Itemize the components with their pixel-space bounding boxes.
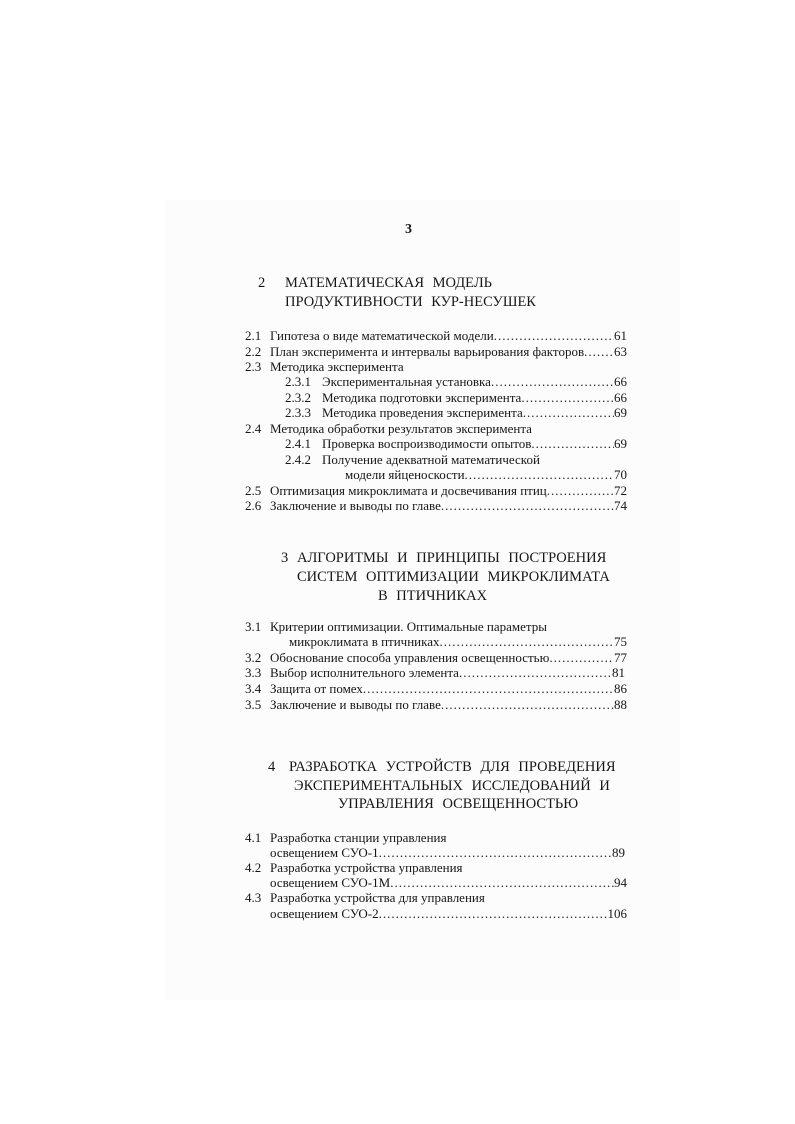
toc-entry xyxy=(245,328,627,344)
chapter-number: 3 xyxy=(281,550,289,566)
dot-leader xyxy=(584,344,614,360)
page-ref: 106 xyxy=(607,906,627,921)
section-number: 2.3 xyxy=(245,359,262,374)
toc-entry xyxy=(245,344,627,360)
section-title-continuation: освещением СУО-2 xyxy=(270,906,379,921)
section-number: 3.3 xyxy=(245,665,262,680)
section-number: 2.6 xyxy=(245,498,262,513)
page-ref: 66 xyxy=(614,374,627,389)
section-number: 4.2 xyxy=(245,860,262,875)
dot-leader xyxy=(494,328,614,344)
subsection-number: 2.4.2 xyxy=(285,452,311,467)
dot-leader xyxy=(521,390,614,406)
section-number: 4.3 xyxy=(245,890,262,905)
toc-entry xyxy=(245,890,485,906)
dot-leader xyxy=(390,875,614,891)
page-ref: 81 xyxy=(612,665,625,680)
toc-subentry-continuation xyxy=(345,467,627,483)
section-title: Заключение и выводы по главе xyxy=(270,697,441,712)
section-title: Критерии оптимизации. Оптимальные параметры xyxy=(270,619,547,634)
section-title: Методика обработки результатов эксперимента xyxy=(270,421,532,436)
toc-entry xyxy=(245,483,627,499)
toc-entry xyxy=(245,697,627,713)
toc-entry-continuation xyxy=(289,634,627,650)
chapter-heading-line: ЭКСПЕРИМЕНТАЛЬНЫХ ИССЛЕДОВАНИЙ И xyxy=(294,778,610,794)
section-title: План эксперимента и интервалы варьирования факторов xyxy=(270,344,585,359)
dot-leader xyxy=(440,634,614,650)
section-number: 2.4 xyxy=(245,421,262,436)
toc-subentry xyxy=(285,390,627,406)
dot-leader xyxy=(379,845,612,861)
section-number: 3.2 xyxy=(245,650,262,665)
page-ref: 86 xyxy=(614,681,627,696)
dot-leader xyxy=(379,906,608,922)
section-title: Разработка станции управления xyxy=(270,830,447,845)
section-title: Методика эксперимента xyxy=(270,359,404,374)
toc-entry xyxy=(245,498,627,514)
chapter-heading-line: РАЗРАБОТКА УСТРОЙСТВ ДЛЯ ПРОВЕДЕНИЯ xyxy=(289,759,616,775)
toc-entry xyxy=(245,681,627,697)
chapter-number: 2 xyxy=(258,275,266,291)
chapter-number: 4 xyxy=(268,759,276,775)
chapter-heading-line: СИСТЕМ ОПТИМИЗАЦИИ МИКРОКЛИМАТА xyxy=(297,569,610,585)
section-number: 4.1 xyxy=(245,830,262,845)
dot-leader xyxy=(491,374,614,390)
page-ref: 69 xyxy=(614,405,627,420)
toc-subentry xyxy=(285,374,627,390)
subsection-title: Экспериментальная установка xyxy=(322,374,491,389)
section-title: Заключение и выводы по главе xyxy=(270,498,441,513)
chapter-heading-line: УПРАВЛЕНИЯ ОСВЕЩЕННОСТЬЮ xyxy=(338,796,579,812)
section-number: 2.2 xyxy=(245,344,262,359)
toc-subentry xyxy=(285,436,627,452)
subsection-title-continuation: модели яйценоскости xyxy=(345,467,465,482)
section-title: Выбор исполнительного элемента xyxy=(270,665,459,680)
dot-leader xyxy=(441,697,614,713)
page-ref: 72 xyxy=(614,483,627,498)
subsection-number: 2.3.2 xyxy=(285,390,311,405)
chapter-heading-line: ПРОДУКТИВНОСТИ КУР-НЕСУШЕК xyxy=(285,294,536,310)
section-title: Гипотеза о виде математической модели xyxy=(270,328,494,343)
section-title: Оптимизация микроклимата и досвечивания птиц xyxy=(270,483,547,498)
toc-entry xyxy=(245,359,404,375)
toc-entry xyxy=(245,860,463,876)
page-number: 3 xyxy=(405,222,412,237)
toc-entry xyxy=(245,421,532,437)
chapter-heading-line: МАТЕМАТИЧЕСКАЯ МОДЕЛЬ xyxy=(285,275,492,291)
dot-leader xyxy=(363,681,614,697)
page-ref: 74 xyxy=(614,498,627,513)
page-ref: 70 xyxy=(614,467,627,482)
dot-leader xyxy=(523,405,614,421)
section-number: 2.5 xyxy=(245,483,262,498)
page-ref: 77 xyxy=(614,650,627,665)
toc-entry xyxy=(245,830,446,846)
section-number: 3.4 xyxy=(245,681,262,696)
dot-leader xyxy=(547,483,614,499)
toc-entry xyxy=(245,619,547,635)
page-ref: 94 xyxy=(614,875,627,890)
page-ref: 88 xyxy=(614,697,627,712)
section-title: Обоснование способа управления освещенностью xyxy=(270,650,550,665)
dot-leader xyxy=(549,650,614,666)
dot-leader xyxy=(465,467,614,483)
subsection-title: Методика подготовки эксперимента xyxy=(322,390,522,405)
page-ref: 63 xyxy=(614,344,627,359)
section-number: 3.1 xyxy=(245,619,262,634)
section-title: Разработка устройства управления xyxy=(270,860,463,875)
subsection-number: 2.3.1 xyxy=(285,374,311,389)
subsection-number: 2.3.3 xyxy=(285,405,311,420)
toc-entry xyxy=(245,650,627,666)
section-number: 2.1 xyxy=(245,328,262,343)
section-title-continuation: освещением СУО-1 xyxy=(270,845,379,860)
chapter-heading-line: В ПТИЧНИКАХ xyxy=(378,588,488,604)
toc-subentry xyxy=(285,405,627,421)
subsection-title: Методика проведения эксперимента xyxy=(322,405,523,420)
page-ref: 75 xyxy=(614,634,627,649)
page-ref: 61 xyxy=(614,328,627,343)
subsection-title: Получение адекватной математической xyxy=(322,452,540,467)
toc-entry-continuation xyxy=(270,845,625,861)
toc-entry-continuation xyxy=(270,875,627,891)
section-title: Разработка устройства для управления xyxy=(270,890,485,905)
chapter-heading-line: АЛГОРИТМЫ И ПРИНЦИПЫ ПОСТРОЕНИЯ xyxy=(297,550,607,566)
toc-entry xyxy=(245,665,625,681)
section-title: Защита от помех xyxy=(270,681,363,696)
subsection-title: Проверка воспроизводимости опытов xyxy=(322,436,532,451)
section-title-continuation: освещением СУО-1М xyxy=(270,875,391,890)
section-title-continuation: микроклимата в птичниках xyxy=(289,634,440,649)
toc-subentry xyxy=(285,452,540,468)
dot-leader xyxy=(441,498,614,514)
subsection-number: 2.4.1 xyxy=(285,436,311,451)
dot-leader xyxy=(459,665,612,681)
page-ref: 69 xyxy=(614,436,627,451)
page-ref: 89 xyxy=(612,845,625,860)
toc-entry-continuation xyxy=(270,906,627,922)
dot-leader xyxy=(531,436,614,452)
section-number: 3.5 xyxy=(245,697,262,712)
page-ref: 66 xyxy=(614,390,627,405)
